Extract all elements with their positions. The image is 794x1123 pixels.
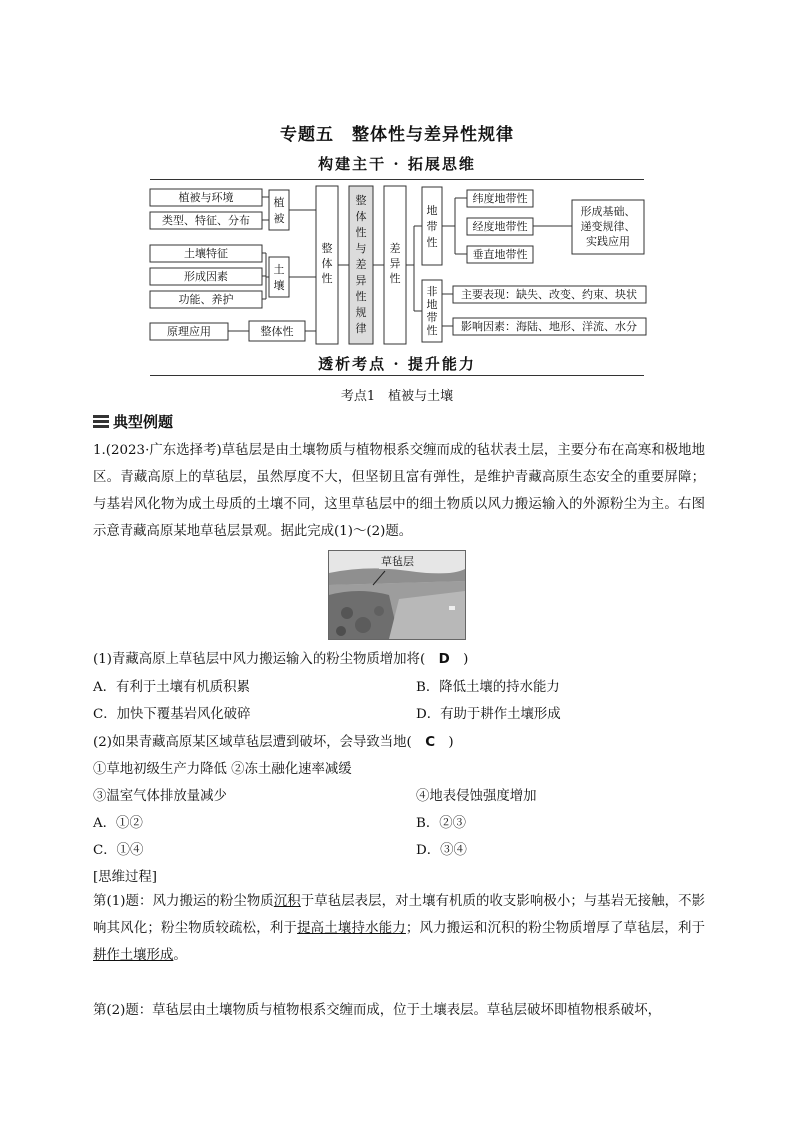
label-zhengtixing-small: 整体性 <box>260 325 294 338</box>
zonal-1: 纬度地带性 <box>472 192 528 205</box>
option2-a: A．①② <box>93 816 143 831</box>
section-header-1-text: 构建主干 · 拓展思维 <box>318 155 476 173</box>
exp1-a: 第(1)题：风力搬运的粉尘物质 <box>93 894 274 909</box>
center-7: 性 <box>355 290 367 303</box>
exp1-b: 于草毡层表层，对土壤有机质的收支影响极小；与基岩无接触，不影响其风化；粉尘物质较疏松，利于 <box>93 894 706 936</box>
label-turang-1: 土 <box>273 263 285 276</box>
subquestion-1 <box>93 648 468 667</box>
grass-mat-photo <box>328 550 466 640</box>
exp1-ul1: 沉积 <box>273 894 301 909</box>
zonal-3: 垂直地带性 <box>472 248 528 261</box>
sub1-text: (1)青藏高原上草毡层中风力搬运输入的粉尘物质增加将( <box>93 652 439 667</box>
feididai-2: 地 <box>426 298 438 311</box>
didai-1: 地 <box>426 204 438 217</box>
center-2: 体 <box>355 210 367 223</box>
label-turang-2: 壤 <box>273 279 285 292</box>
left-item-6: 原理应用 <box>167 325 211 338</box>
exp1-d: 。 <box>173 948 187 963</box>
list-icon <box>93 415 109 428</box>
explanation-1 <box>93 888 705 969</box>
section-header-2-text: 透析考点 · 提升能力 <box>318 355 476 373</box>
result-1: 形成基础、 <box>580 205 636 218</box>
question-intro: 1.(2023·广东选择考)草毡层是由土壤物质与植物根系交缠而成的毡状表土层，主要分布在高寒和极地地区。青藏高原上的草毡层，虽然厚度不大，但坚韧且富有弹性，是维护青藏高原生态安全的重要屏障；与基岩风化物为成土母质的土壤不同，这里草毡层中的细土物质以风力搬运输入的外源粉尘为主。右图示意青藏高原某地草毡层景观。据此完成(1)～(2)题。 <box>93 443 705 539</box>
left-item-2: 类型、特征、分布 <box>162 214 250 227</box>
center-3: 性 <box>355 226 367 239</box>
didai-3: 性 <box>426 236 438 249</box>
col-chayi-3: 性 <box>389 272 401 285</box>
col-zhengti-3: 性 <box>321 272 333 285</box>
sub1-end: ) <box>449 652 469 667</box>
exp1-c: ；风力搬运和沉积的粉尘物质增厚了草毡层，利于 <box>405 921 706 936</box>
option-a: A．有利于土壤有机质积累 <box>93 680 250 695</box>
example-heading <box>93 411 173 432</box>
center-4: 与 <box>355 242 367 255</box>
feididai-4: 性 <box>426 324 438 337</box>
exp1-ul3: 耕作土壤形成 <box>93 948 174 963</box>
option-b: B．降低土壤的持水能力 <box>416 680 560 695</box>
feididai-3: 带 <box>426 311 438 324</box>
thinking-label: [思维过程] <box>93 870 158 885</box>
subquestion-2 <box>93 731 454 750</box>
label-zhibei-1: 植 <box>273 196 285 209</box>
nonzonal-1: 主要表现：缺失、改变、约束、块状 <box>461 288 637 301</box>
sub2-end: ) <box>435 735 454 750</box>
option2-c: C．①④ <box>93 843 144 858</box>
col-zhengti-1: 整 <box>321 242 333 255</box>
photo-label: 草毡层 <box>381 555 414 568</box>
feididai-1: 非 <box>426 285 438 298</box>
center-5: 差 <box>355 258 367 271</box>
kaodian-title: 考点1 植被与土壤 <box>340 389 454 404</box>
center-8: 规 <box>355 306 367 319</box>
col-zhengti-2: 体 <box>321 257 333 270</box>
section-header-2 <box>150 353 644 377</box>
option2-b: B．②③ <box>416 816 467 831</box>
section-divider <box>150 179 644 180</box>
col-chayi-1: 差 <box>389 242 401 255</box>
item-3: ③温室气体排放量减少 <box>93 789 227 804</box>
item-1-text: ①草地初级生产力降低 <box>93 762 227 777</box>
result-3: 实践应用 <box>586 235 630 248</box>
section-divider-2 <box>150 375 644 376</box>
page-title: 专题五 整体性与差异性规律 <box>280 125 514 145</box>
col-chayi-2: 异 <box>389 257 401 270</box>
center-9: 律 <box>355 322 367 335</box>
example-heading-text: 典型例题 <box>113 413 174 431</box>
item-2-text: ②冻土融化速率减缓 <box>231 762 352 777</box>
nonzonal-2: 影响因素：海陆、地形、洋流、水分 <box>461 320 637 333</box>
zonal-2: 经度地带性 <box>472 220 528 233</box>
left-item-5: 功能、养护 <box>178 293 234 306</box>
left-item-3: 土壤特征 <box>184 247 228 260</box>
label-zhibei-2: 被 <box>273 212 285 225</box>
explanation-2: 第(2)题：草毡层由土壤物质与植物根系交缠而成，位于土壤表层。草毡层破坏即植物根系破坏， <box>93 1003 661 1018</box>
sub2-answer: C <box>425 735 436 750</box>
left-item-1: 植被与环境 <box>178 191 234 204</box>
item-1 <box>93 758 352 777</box>
exp1-ul2: 提高土壤持水能力 <box>297 921 406 936</box>
sub1-answer: D <box>438 652 450 667</box>
option2-d: D．③④ <box>416 843 467 858</box>
left-item-4: 形成因素 <box>184 270 228 283</box>
sub2-text: (2)如果青藏高原某区域草毡层遭到破坏，会导致当地( <box>93 735 426 750</box>
didai-2: 带 <box>426 220 438 233</box>
section-header-1 <box>150 153 644 177</box>
mindmap-diagram <box>140 182 660 350</box>
item-4: ④地表侵蚀强度增加 <box>416 789 537 804</box>
option-c: C．加快下覆基岩风化破碎 <box>93 707 251 722</box>
result-2: 递变规律、 <box>580 220 636 233</box>
center-1: 整 <box>355 194 367 207</box>
option-d: D．有助于耕作土壤形成 <box>416 707 561 722</box>
center-6: 异 <box>355 274 367 287</box>
